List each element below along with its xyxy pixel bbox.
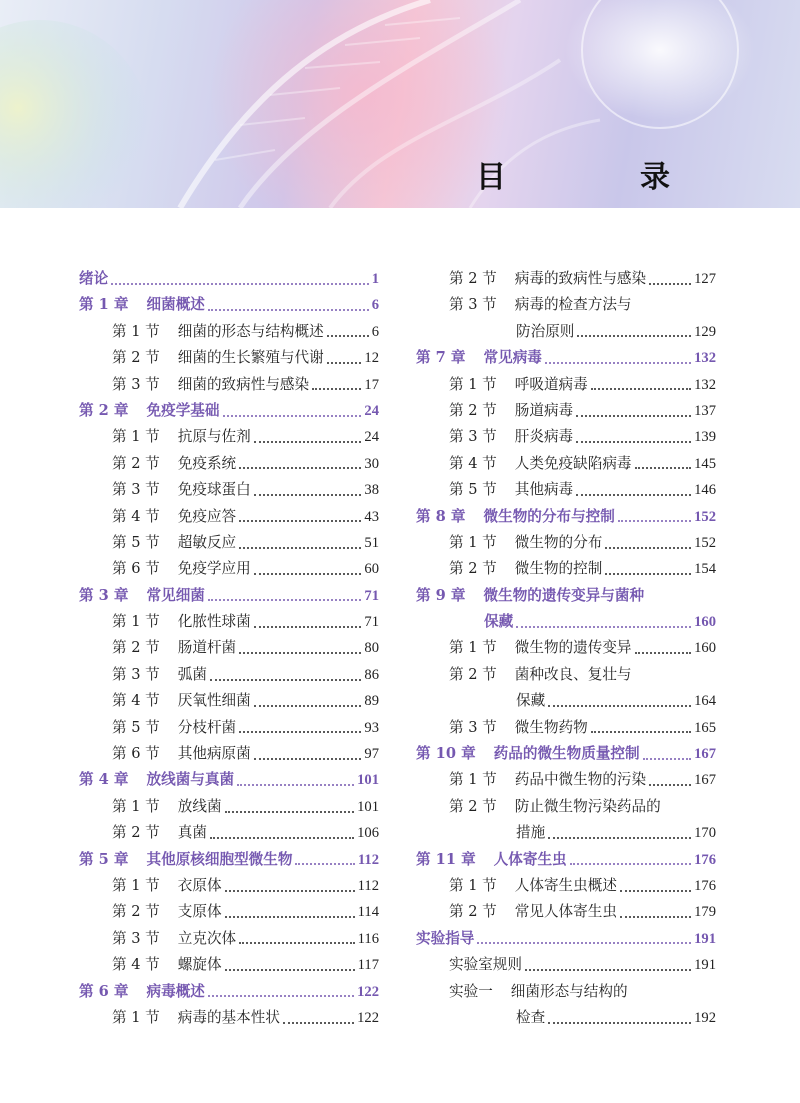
toc-page-number: 165 bbox=[694, 719, 716, 736]
toc-dot-leader bbox=[239, 730, 361, 733]
toc-section-entry[interactable] bbox=[79, 873, 379, 899]
toc-entry-number: 第 2 节 bbox=[449, 903, 497, 921]
toc-entry-number: 实验一 bbox=[449, 982, 493, 1000]
toc-page-number: 60 bbox=[364, 561, 379, 578]
toc-page-number: 71 bbox=[364, 614, 379, 631]
toc-dot-leader bbox=[576, 493, 691, 496]
toc-entry-number: 第 6 章 bbox=[79, 982, 129, 1000]
toc-entry-title: 病毒概述 bbox=[146, 982, 205, 1000]
toc-section-entry[interactable] bbox=[416, 767, 716, 793]
toc-entry-title: 保藏 bbox=[516, 692, 546, 710]
toc-entry-number: 第 1 节 bbox=[112, 876, 160, 894]
toc-section-entry[interactable] bbox=[416, 530, 716, 556]
toc-dot-leader bbox=[605, 546, 691, 549]
toc-page-number: 139 bbox=[694, 429, 716, 446]
toc-section-entry[interactable] bbox=[79, 504, 379, 530]
header-banner bbox=[0, 0, 800, 208]
toc-dot-leader bbox=[239, 466, 361, 469]
toc-entry-title: 呼吸道病毒 bbox=[514, 375, 588, 393]
toc-chapter-entry[interactable] bbox=[416, 504, 716, 530]
toc-entry-number: 第 1 节 bbox=[112, 1008, 160, 1026]
toc-dot-leader bbox=[548, 836, 691, 839]
toc-entry-number: 第 11 章 bbox=[416, 850, 476, 868]
toc-entry-title: 超敏反应 bbox=[177, 533, 237, 551]
toc-page-number: 160 bbox=[694, 614, 716, 631]
toc-entry-number: 第 10 章 bbox=[416, 745, 476, 763]
toc-entry-title: 衣原体 bbox=[177, 876, 222, 894]
toc-entry-title: 微生物的分布与控制 bbox=[483, 507, 615, 525]
toc-chapter-entry[interactable] bbox=[79, 266, 379, 292]
toc-entry-title: 其他原核细胞型微生物 bbox=[146, 850, 293, 868]
toc-section-entry[interactable] bbox=[416, 266, 716, 292]
toc-section-entry[interactable] bbox=[79, 1005, 379, 1031]
toc-chapter-entry[interactable] bbox=[79, 767, 379, 793]
toc-entry-number: 第 2 章 bbox=[79, 401, 129, 419]
toc-page-number: 112 bbox=[357, 851, 379, 868]
toc-section-entry[interactable] bbox=[416, 477, 716, 503]
toc-entry-number: 第 1 节 bbox=[449, 876, 497, 894]
toc-entry-title: 其他病原菌 bbox=[177, 745, 251, 763]
toc-page-number: 191 bbox=[694, 957, 716, 974]
toc-dot-leader bbox=[223, 414, 362, 417]
toc-entry-number: 第 5 节 bbox=[112, 533, 160, 551]
toc-dot-leader bbox=[620, 915, 691, 918]
toc-dot-leader bbox=[548, 704, 691, 707]
toc-section-entry[interactable] bbox=[416, 952, 716, 978]
toc-entry-title: 免疫系统 bbox=[177, 454, 237, 472]
toc-entry-title: 常见细菌 bbox=[146, 586, 205, 604]
toc-entry-title: 菌种改良、复壮与 bbox=[514, 665, 632, 683]
toc-section-entry[interactable] bbox=[416, 688, 716, 714]
toc-dot-leader bbox=[576, 440, 691, 443]
toc-dot-leader bbox=[225, 889, 355, 892]
toc-page-number: 97 bbox=[364, 746, 379, 763]
toc-chapter-entry[interactable] bbox=[79, 847, 379, 873]
toc-entry-title: 细菌的生长繁殖与代谢 bbox=[177, 349, 324, 367]
toc-entry-title: 检查 bbox=[516, 1008, 546, 1026]
toc-page-number: 38 bbox=[364, 482, 379, 499]
toc-page-number: 114 bbox=[357, 904, 379, 921]
toc-entry-number: 第 7 章 bbox=[416, 349, 466, 367]
toc-entry-number: 第 8 章 bbox=[416, 507, 466, 525]
toc-dot-leader bbox=[225, 915, 355, 918]
toc-left-column bbox=[79, 266, 379, 1031]
toc-entry-number: 第 5 章 bbox=[79, 850, 129, 868]
toc-dot-leader bbox=[570, 862, 691, 865]
toc-dot-leader bbox=[254, 757, 362, 760]
toc-entry-number: 第 4 节 bbox=[449, 454, 497, 472]
toc-dot-leader bbox=[254, 440, 362, 443]
toc-dot-leader bbox=[239, 546, 361, 549]
toc-entry-title: 防止微生物污染药品的 bbox=[514, 797, 661, 815]
toc-dot-leader bbox=[254, 625, 362, 628]
toc-dot-leader bbox=[239, 941, 354, 944]
toc-entry-number: 第 2 节 bbox=[449, 401, 497, 419]
toc-entry-title: 免疫球蛋白 bbox=[177, 481, 251, 499]
toc-dot-leader bbox=[225, 968, 355, 971]
toc-page-number: 6 bbox=[371, 323, 379, 340]
toc-entry-title: 肠道杆菌 bbox=[177, 639, 237, 657]
toc-dot-leader bbox=[283, 1021, 354, 1024]
toc-page-number: 17 bbox=[364, 376, 379, 393]
toc-section-entry[interactable] bbox=[79, 899, 379, 925]
toc-section-entry[interactable] bbox=[79, 662, 379, 688]
toc-dot-leader bbox=[591, 387, 691, 390]
toc-entry-number: 第 1 节 bbox=[112, 797, 160, 815]
toc-entry-number: 第 2 节 bbox=[449, 270, 497, 287]
toc-section-entry[interactable] bbox=[416, 319, 716, 345]
toc-dot-leader bbox=[327, 361, 362, 364]
toc-section-entry[interactable] bbox=[416, 635, 716, 661]
toc-entry-number: 第 2 节 bbox=[112, 903, 160, 921]
toc-entry-number: 第 2 节 bbox=[112, 454, 160, 472]
toc-chapter-entry[interactable] bbox=[416, 583, 716, 609]
toc-entry-number: 第 1 节 bbox=[112, 322, 160, 340]
toc-section-entry[interactable] bbox=[416, 715, 716, 741]
toc-section-entry[interactable] bbox=[79, 688, 379, 714]
toc-entry-title: 病毒的致病性与感染 bbox=[514, 270, 647, 287]
toc-entry-title: 常见人体寄生虫 bbox=[514, 903, 617, 921]
toc-entry-title: 微生物的控制 bbox=[514, 560, 603, 578]
toc-page-number: 191 bbox=[694, 930, 716, 947]
toc-section-entry[interactable] bbox=[79, 741, 379, 767]
toc-section-entry[interactable] bbox=[416, 899, 716, 925]
toc-page-number: 176 bbox=[694, 877, 716, 894]
toc-section-entry[interactable] bbox=[79, 530, 379, 556]
toc-page-number: 116 bbox=[357, 930, 379, 947]
toc-section-entry[interactable] bbox=[79, 820, 379, 846]
toc-page-number: 51 bbox=[364, 534, 379, 551]
toc-entry-number: 第 1 节 bbox=[449, 533, 497, 551]
toc-entry-number: 第 4 节 bbox=[112, 956, 160, 974]
toc-entry-number: 第 2 节 bbox=[112, 639, 160, 657]
toc-entry-title: 防治原则 bbox=[516, 322, 575, 340]
toc-entry-number: 第 6 节 bbox=[112, 560, 160, 578]
toc-dot-leader bbox=[605, 572, 691, 575]
toc-entry-title: 细菌的致病性与感染 bbox=[177, 375, 310, 393]
toc-entry-number: 第 3 节 bbox=[112, 375, 160, 393]
toc-entry-number: 第 1 节 bbox=[449, 639, 497, 657]
toc-entry-title: 细菌形态与结构的 bbox=[510, 982, 628, 1000]
toc-entry-number: 第 9 章 bbox=[416, 586, 466, 604]
toc-entry-number: 第 4 节 bbox=[112, 692, 160, 710]
toc-section-entry[interactable] bbox=[79, 635, 379, 661]
toc-dot-leader bbox=[649, 282, 691, 285]
toc-dot-leader bbox=[254, 493, 362, 496]
toc-entry-number: 第 4 章 bbox=[79, 771, 129, 789]
toc-entry-title: 保藏 bbox=[484, 613, 514, 631]
toc-chapter-entry[interactable] bbox=[416, 847, 716, 873]
toc-page-number: 89 bbox=[364, 693, 379, 710]
toc-page-number: 6 bbox=[371, 297, 379, 314]
toc-dot-leader bbox=[577, 334, 691, 337]
toc-dot-leader bbox=[618, 519, 691, 522]
toc-entry-number: 第 1 节 bbox=[112, 613, 160, 631]
toc-entry-number: 第 3 节 bbox=[449, 296, 497, 314]
toc-section-entry[interactable] bbox=[416, 794, 716, 820]
toc-entry-title: 微生物的遗传变异 bbox=[514, 639, 632, 657]
toc-entry-title: 分枝杆菌 bbox=[177, 718, 237, 736]
toc-entry-title: 弧菌 bbox=[177, 665, 207, 683]
toc-page-number: 127 bbox=[694, 271, 716, 287]
toc-dot-leader bbox=[525, 968, 691, 971]
toc-section-entry[interactable] bbox=[79, 794, 379, 820]
toc-chapter-entry[interactable] bbox=[79, 583, 379, 609]
toc-section-entry[interactable] bbox=[79, 424, 379, 450]
toc-page-number: 86 bbox=[364, 666, 379, 683]
toc-dot-leader bbox=[208, 598, 362, 601]
toc-entry-title: 支原体 bbox=[177, 903, 222, 921]
toc-page-number: 129 bbox=[694, 323, 716, 340]
toc-entry-number: 第 3 章 bbox=[79, 586, 129, 604]
toc-dot-leader bbox=[225, 810, 355, 813]
toc-section-entry[interactable] bbox=[79, 319, 379, 345]
toc-page-number: 146 bbox=[694, 482, 716, 499]
toc-dot-leader bbox=[239, 651, 361, 654]
toc-chapter-entry[interactable] bbox=[416, 741, 716, 767]
toc-page-number: 179 bbox=[694, 904, 716, 921]
toc-dot-leader bbox=[327, 334, 369, 337]
toc-dot-leader bbox=[295, 862, 354, 865]
toc-dot-leader bbox=[620, 889, 691, 892]
toc-entry-title: 放线菌与真菌 bbox=[146, 771, 235, 789]
toc-entry-number: 第 3 节 bbox=[449, 428, 497, 446]
toc-entry-title: 厌氧性细菌 bbox=[177, 692, 251, 710]
toc-entry-title: 螺旋体 bbox=[177, 956, 222, 974]
toc-entry-number: 第 5 节 bbox=[112, 718, 160, 736]
toc-entry-number: 第 2 节 bbox=[112, 824, 160, 842]
toc-page-number: 167 bbox=[694, 772, 716, 789]
toc-section-entry[interactable] bbox=[79, 556, 379, 582]
toc-dot-leader bbox=[254, 572, 362, 575]
toc-section-entry[interactable] bbox=[416, 662, 716, 688]
toc-dot-leader bbox=[545, 361, 691, 364]
toc-page-number: 117 bbox=[357, 957, 379, 974]
toc-dot-leader bbox=[111, 282, 369, 285]
toc-page-number: 101 bbox=[357, 798, 379, 815]
toc-entry-number: 第 2 节 bbox=[449, 560, 497, 578]
toc-dot-leader bbox=[576, 414, 691, 417]
toc-entry-number: 第 3 节 bbox=[449, 718, 497, 736]
toc-chapter-entry[interactable] bbox=[79, 292, 379, 318]
toc-chapter-entry[interactable] bbox=[79, 398, 379, 424]
toc-entry-title: 放线菌 bbox=[177, 797, 222, 815]
toc-entry-number: 第 3 节 bbox=[112, 481, 160, 499]
toc-dot-leader bbox=[312, 387, 361, 390]
toc-entry-title: 肠道病毒 bbox=[514, 401, 574, 419]
toc-entry-number: 第 1 节 bbox=[112, 428, 160, 446]
toc-page-number: 154 bbox=[694, 561, 716, 578]
toc-section-entry[interactable] bbox=[79, 609, 379, 635]
toc-dot-leader bbox=[548, 1021, 691, 1024]
toc-entry-number: 第 2 节 bbox=[449, 665, 497, 683]
toc-page-number: 137 bbox=[694, 402, 716, 419]
toc-page-number: 93 bbox=[364, 719, 379, 736]
toc-page-number: 112 bbox=[357, 877, 379, 894]
toc-entry-title: 措施 bbox=[516, 824, 546, 842]
toc-entry-title: 免疫学基础 bbox=[146, 401, 220, 419]
toc-entry-title: 肝炎病毒 bbox=[514, 428, 574, 446]
toc-entry-title: 化脓性球菌 bbox=[177, 613, 251, 631]
toc-entry-title: 药品中微生物的污染 bbox=[514, 771, 647, 789]
toc-dot-leader bbox=[635, 466, 692, 469]
toc-entry-title: 细菌的形态与结构概述 bbox=[177, 322, 324, 340]
toc-section-entry[interactable] bbox=[416, 556, 716, 582]
toc-page-number: 164 bbox=[694, 693, 716, 710]
toc-entry-number: 第 1 节 bbox=[449, 771, 497, 789]
toc-page-number: 71 bbox=[364, 587, 379, 604]
toc-entry-number: 第 1 节 bbox=[449, 375, 497, 393]
toc-entry-number: 第 6 节 bbox=[112, 745, 160, 763]
toc-entry-title: 药品的微生物质量控制 bbox=[493, 745, 640, 763]
toc-entry-title: 立克次体 bbox=[177, 929, 237, 947]
toc-page-number: 132 bbox=[694, 350, 716, 367]
toc-page-number: 12 bbox=[364, 350, 379, 367]
toc-entry-title: 细菌概述 bbox=[146, 296, 205, 314]
toc-entry-number: 第 1 章 bbox=[79, 296, 129, 314]
toc-dot-leader bbox=[591, 730, 691, 733]
toc-right-column bbox=[416, 266, 716, 1031]
toc-section-entry[interactable] bbox=[79, 451, 379, 477]
toc-entry-number: 第 2 节 bbox=[112, 349, 160, 367]
toc-page-number: 122 bbox=[357, 1009, 379, 1026]
toc-entry-title: 抗原与佐剂 bbox=[177, 428, 251, 446]
toc-section-entry[interactable] bbox=[79, 952, 379, 978]
toc-page-number: 145 bbox=[694, 455, 716, 472]
toc-page-number: 106 bbox=[357, 825, 379, 842]
toc-page-number: 1 bbox=[371, 271, 379, 287]
toc-page-number: 152 bbox=[694, 534, 716, 551]
toc-chapter-entry[interactable] bbox=[416, 926, 716, 952]
toc-page-number: 101 bbox=[357, 772, 379, 789]
toc-entry-title: 人体寄生虫 bbox=[493, 850, 567, 868]
toc-dot-leader bbox=[239, 519, 361, 522]
toc-dot-leader bbox=[208, 994, 354, 997]
toc-page-number: 43 bbox=[364, 508, 379, 525]
toc-entry-number: 第 3 节 bbox=[112, 929, 160, 947]
toc-dot-leader bbox=[635, 651, 692, 654]
toc-page-number: 132 bbox=[694, 376, 716, 393]
toc-entry-title: 病毒的检查方法与 bbox=[514, 296, 632, 314]
toc-page-number: 24 bbox=[364, 402, 379, 419]
toc-chapter-entry[interactable] bbox=[416, 345, 716, 371]
toc-dot-leader bbox=[649, 783, 691, 786]
toc-section-entry[interactable] bbox=[416, 292, 716, 318]
toc-entry-title: 病毒的基本性状 bbox=[177, 1008, 280, 1026]
toc-entry-title: 微生物的遗传变异与菌种 bbox=[483, 586, 645, 604]
toc-entry-title: 真菌 bbox=[177, 824, 207, 842]
toc-page-number: 176 bbox=[694, 851, 716, 868]
toc-section-entry[interactable] bbox=[79, 715, 379, 741]
toc-section-entry[interactable] bbox=[79, 372, 379, 398]
toc-page-number: 160 bbox=[694, 640, 716, 657]
toc-entry-title: 免疫学应用 bbox=[177, 560, 251, 578]
toc-section-entry[interactable] bbox=[416, 873, 716, 899]
toc-page-number: 24 bbox=[364, 429, 379, 446]
toc-section-entry[interactable] bbox=[416, 1005, 716, 1031]
toc-entry-title: 实验室规则 bbox=[449, 956, 522, 974]
toc-dot-leader bbox=[210, 678, 361, 681]
toc-entry-number: 第 2 节 bbox=[449, 797, 497, 815]
toc-entry-title: 绪论 bbox=[79, 270, 109, 287]
toc-page-number: 152 bbox=[694, 508, 716, 525]
toc-page-number: 122 bbox=[357, 983, 379, 1000]
toc-dot-leader bbox=[237, 783, 354, 786]
toc-chapter-entry[interactable] bbox=[416, 609, 716, 635]
toc-entry-title: 人类免疫缺陷病毒 bbox=[514, 454, 632, 472]
toc-entry-number: 第 3 节 bbox=[112, 665, 160, 683]
toc-dot-leader bbox=[516, 625, 691, 628]
toc-entry-number: 第 5 节 bbox=[449, 481, 497, 499]
toc-dot-leader bbox=[210, 836, 354, 839]
toc-page-number: 192 bbox=[694, 1009, 716, 1026]
toc-section-entry[interactable] bbox=[79, 926, 379, 952]
toc-section-entry[interactable] bbox=[79, 477, 379, 503]
toc-section-entry[interactable] bbox=[79, 345, 379, 371]
toc-page-number: 167 bbox=[694, 746, 716, 763]
toc-section-entry[interactable] bbox=[416, 451, 716, 477]
toc-section-entry[interactable] bbox=[416, 372, 716, 398]
toc-entry-title: 常见病毒 bbox=[483, 349, 542, 367]
toc-entry-title: 免疫应答 bbox=[177, 507, 237, 525]
toc-section-entry[interactable] bbox=[416, 979, 716, 1005]
toc-dot-leader bbox=[477, 941, 691, 944]
toc-dot-leader bbox=[208, 308, 369, 311]
toc-entry-title: 其他病毒 bbox=[514, 481, 574, 499]
toc-entry-title: 实验指导 bbox=[416, 929, 475, 947]
toc-dot-leader bbox=[643, 757, 691, 760]
toc-entry-title: 微生物药物 bbox=[514, 718, 588, 736]
toc-chapter-entry[interactable] bbox=[79, 979, 379, 1005]
toc-entry-title: 微生物的分布 bbox=[514, 533, 603, 551]
toc-entry-title: 人体寄生虫概述 bbox=[514, 876, 617, 894]
toc-section-entry[interactable] bbox=[416, 424, 716, 450]
page-title: 目 录 bbox=[476, 160, 722, 195]
toc-page-number: 30 bbox=[364, 455, 379, 472]
toc-entry-number: 第 4 节 bbox=[112, 507, 160, 525]
toc-section-entry[interactable] bbox=[416, 398, 716, 424]
toc-section-entry[interactable] bbox=[416, 820, 716, 846]
toc-dot-leader bbox=[254, 704, 362, 707]
toc-page-number: 80 bbox=[364, 640, 379, 657]
toc-page-number: 170 bbox=[694, 825, 716, 842]
